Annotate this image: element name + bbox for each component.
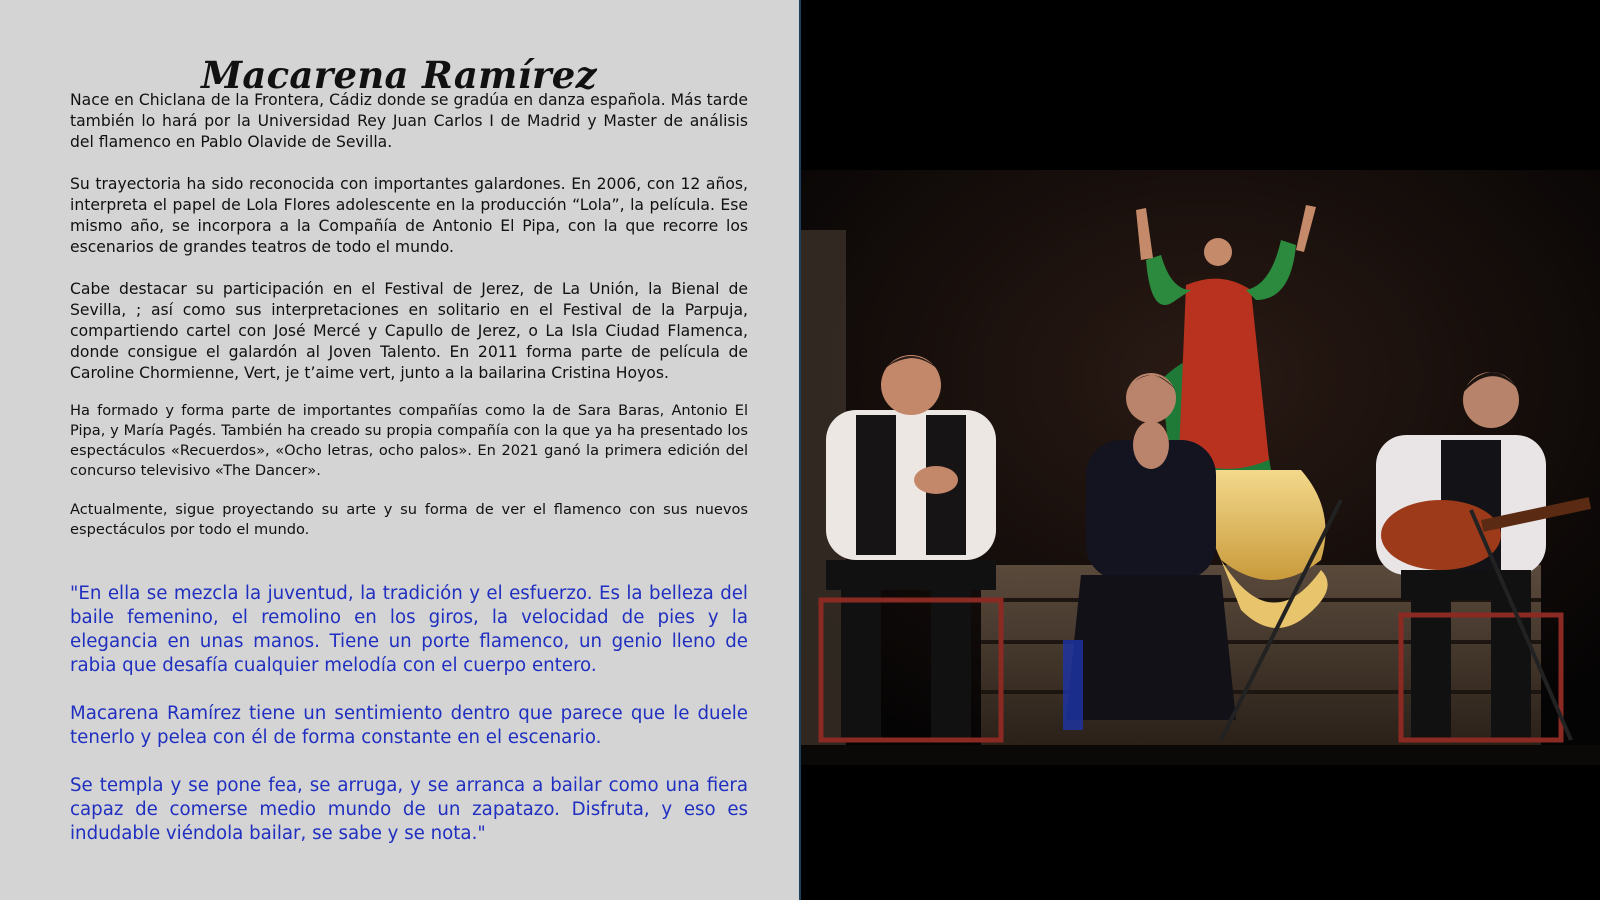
quote-paragraph-3: Se templa y se pone fea, se arruga, y se arranca a bailar como una fiera capaz de comerse medio mundo de un zapatazo. Disfruta, y eso es indudable viéndola bailar, se sabe y se nota." bbox=[70, 775, 748, 844]
photo-bottom-band bbox=[801, 765, 1600, 900]
quote-paragraph-2: Macarena Ramírez tiene un sentimiento dentro que parece que le duele tenerlo y pelea con él de forma constante en el escenario. bbox=[70, 703, 748, 748]
text-panel bbox=[0, 0, 798, 900]
stage-floor bbox=[801, 745, 1600, 765]
performance-photo bbox=[799, 0, 1600, 900]
bio-paragraph-1: Nace en Chiclana de la Frontera, Cádiz donde se gradúa en danza española. Más tarde también lo hará por la Universidad Rey Juan Carlos I de Madrid y Master de análisis del flamenco en Pablo Olavide de Sevilla. bbox=[70, 91, 748, 151]
bio-paragraph-5: Actualmente, sigue proyectando su arte y su forma de ver el flamenco con sus nuevos espectáculos por todo el mundo. bbox=[70, 501, 748, 538]
page-title: Macarena Ramírez bbox=[201, 52, 597, 97]
quote-paragraph-1: "En ella se mezcla la juventud, la tradición y el esfuerzo. Es la belleza del baile femenino, el remolino en los giros, la velocidad de pies y la elegancia en unas manos. Tiene un porte flamenco, un genio lleno de rabia que desafía cualquier melodía con el cuerpo entero. bbox=[70, 583, 748, 676]
bio-paragraph-4: Ha formado y forma parte de importantes compañías como la de Sara Baras, Antonio El Pipa, y María Pagés. También ha creado su propia compañía con la que ya ha presentado los espectáculos «Recuerdos», «Ocho letras, ocho palos». En 2021 ganó la primera edición del concurso televisivo «The Dancer». bbox=[70, 402, 748, 479]
bio-paragraph-2: Su trayectoria ha sido reconocida con importantes galardones. En 2006, con 12 años, interpreta el papel de Lola Flores adolescente en la producción “Lola”, la película. Ese mismo año, se incorpora a la Compañía de Antonio El Pipa, con la que recorre los escenarios de grandes teatros de todo el mundo. bbox=[70, 175, 748, 256]
bio-paragraph-3: Cabe destacar su participación en el Festival de Jerez, de La Unión, la Bienal de Sevilla, ; así como sus interpretaciones en solitario en el Festival de la Parpuja, compartiendo cartel con José Mercé y Capullo de Jerez, o La Isla Ciudad Flamenca, donde consigue el galardón al Joven Talento. En 2011 forma parte de película de Caroline Chormienne, Vert, je t’aime vert, junto a la bailarina Cristina Hoyos. bbox=[70, 280, 748, 382]
flamenco-stage-illustration bbox=[801, 0, 1600, 900]
